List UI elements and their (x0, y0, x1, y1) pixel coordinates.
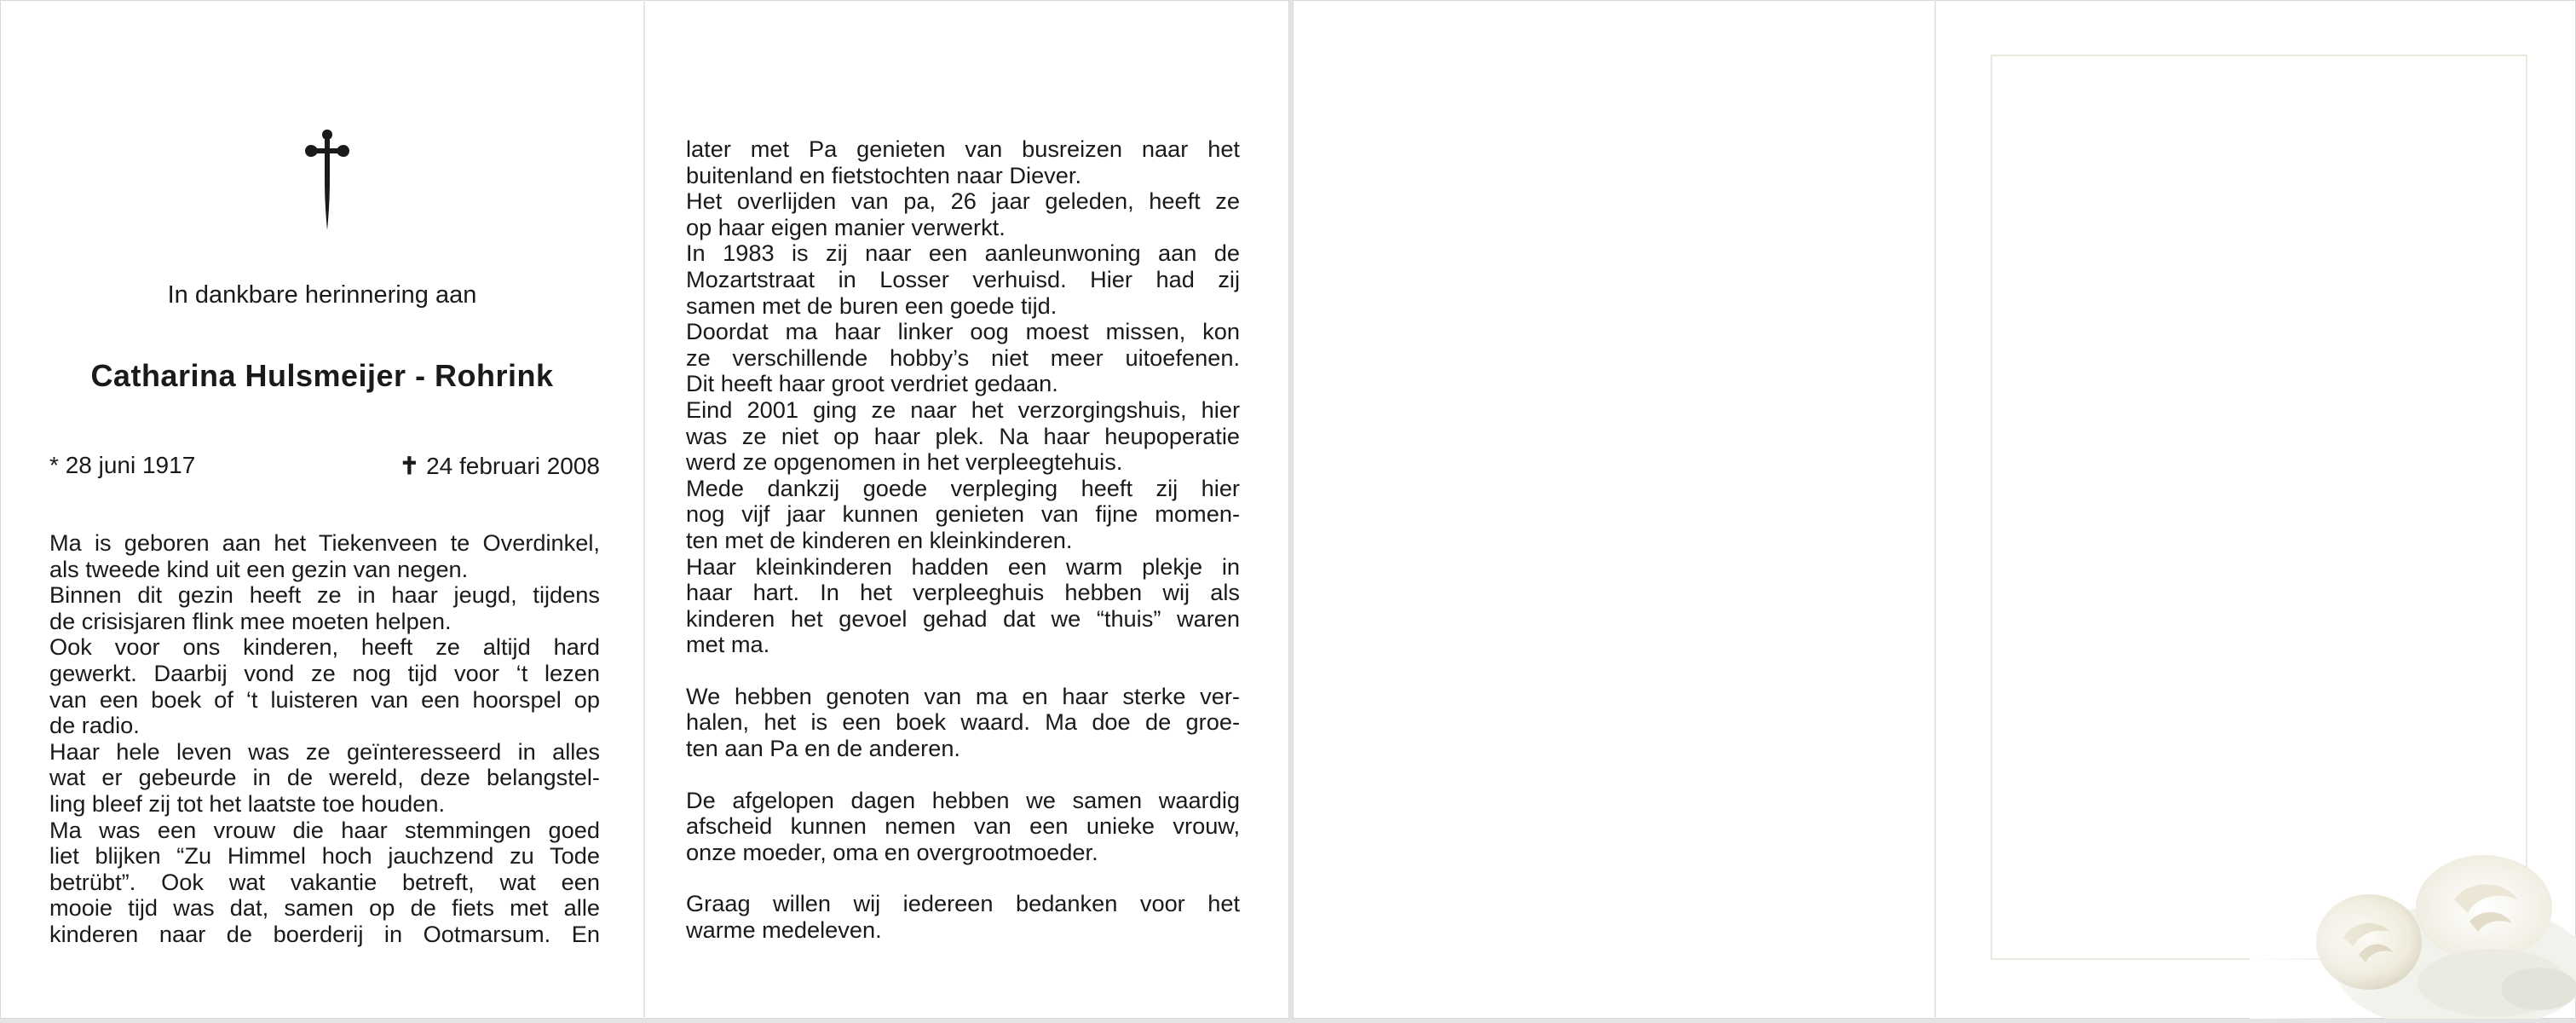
biography-paragraph (686, 788, 1240, 866)
text-line: mooie tijd was dat, samen op de fiets met alle (49, 894, 600, 922)
text-line: nog vijf jaar kunnen genieten van fijne momen- (686, 500, 1240, 528)
text-line: We hebben genoten van ma en haar sterke ver- (686, 682, 1240, 709)
text-line: Haar hele leven was ze geïnteresseerd in alles (49, 737, 600, 765)
text-line: ze verschillende hobby’s niet meer uitoefenen. (686, 344, 1240, 371)
card-page-left (0, 0, 644, 1019)
biography-paragraph (686, 891, 1240, 943)
text-line: samen met de buren een goede tijd. (686, 292, 1057, 319)
death-cross-icon: ✝ (399, 453, 420, 479)
text-line: van een boek of ‘t luisteren van een hoorspel op (49, 685, 600, 713)
text-line: ling bleef zij tot het laatste toe houden. (49, 789, 446, 817)
memorial-heading: In dankbare herinnering aan (167, 281, 477, 309)
text-line: de radio. (49, 712, 140, 739)
text-line: Graag willen wij iedereen bedanken voor het (686, 890, 1240, 917)
death-date (400, 452, 600, 480)
text-line: werd ze opgenomen in het verpleegtehuis. (686, 448, 1123, 476)
text-line: Haar kleinkinderen hadden een warm plekje in (686, 552, 1240, 580)
biography-paragraph (686, 136, 1240, 658)
card-page-right (645, 0, 1289, 1019)
text-line: haar hart. In het verpleeghuis hebben wij als (686, 579, 1240, 606)
text-line: In 1983 is zij naar een aanleunwoning aan de (686, 240, 1240, 267)
text-line: Dit heeft haar groot verdriet gedaan. (686, 370, 1058, 397)
text-line: wat er gebeurde in de wereld, deze belangstel- (49, 764, 600, 791)
text-line: op haar eigen manier verwerkt. (686, 213, 1006, 240)
text-line: met ma. (686, 631, 770, 658)
birth-symbol: * (49, 452, 59, 478)
card-fold-line (1934, 0, 1936, 1019)
text-line: afscheid kunnen nemen van een unieke vrouw, (686, 812, 1240, 840)
biography-paragraph (686, 684, 1240, 762)
text-line: later met Pa genieten van busreizen naar het (686, 136, 1240, 162)
text-line: Doordat ma haar linker oog moest missen, kon (686, 318, 1240, 345)
text-line: Ma is geboren aan het Tiekenveen te Overdinkel, (49, 529, 600, 556)
text-line: ten aan Pa en de anderen. (686, 735, 960, 762)
text-line: Ma was een vrouw die haar stemmingen goed (49, 816, 600, 843)
text-line: warme medeleven. (686, 916, 882, 944)
biography-text-left (49, 530, 600, 948)
text-line: halen, het is een boek waard. Ma doe de groe- (686, 708, 1240, 736)
text-line: Eind 2001 ging ze naar het verzorgingshuis, hier (686, 396, 1240, 423)
text-line: onze moeder, oma en overgrootmoeder. (686, 838, 1098, 865)
white-roses-image (2250, 840, 2576, 1019)
text-line: Ook voor ons kinderen, heeft ze altijd hard (49, 633, 600, 661)
birth-date-text: 28 juni 1917 (65, 452, 196, 478)
text-line: ten met de kinderen en kleinkinderen. (686, 526, 1073, 553)
text-line: De afgelopen dagen hebben we samen waardig (686, 786, 1240, 813)
text-line: de crisisjaren flink mee moeten helpen. (49, 607, 452, 634)
text-line: Mozartstraat in Losser verhuisd. Hier had zij (686, 265, 1240, 292)
biography-paragraph (49, 530, 600, 948)
text-line: kinderen het gevoel gehad dat we “thuis” waren (686, 604, 1240, 632)
death-date-text: 24 februari 2008 (426, 453, 600, 479)
text-line: Binnen dit gezin heeft ze in haar jeugd, tijdens (49, 581, 600, 609)
deceased-name: Catharina Hulsmeijer - Rohrink (90, 358, 554, 393)
text-line: Het overlijden van pa, 26 jaar geleden, heeft ze (686, 188, 1240, 215)
text-line: liet blijken “Zu Himmel hoch jauchzend zu Tode (49, 842, 600, 870)
text-line: buitenland en fietstochten naar Diever. (686, 161, 1082, 188)
birth-date (49, 452, 195, 479)
text-line: gewerkt. Daarbij vond ze nog tijd voor ‘t lezen (49, 659, 600, 686)
cross-icon (301, 130, 354, 230)
text-line: Mede dankzij goede verpleging heeft zij hier (686, 474, 1240, 501)
biography-text-right (686, 136, 1240, 944)
text-line: was ze niet op haar plek. Na haar heupoperatie (686, 422, 1240, 449)
text-line: kinderen naar de boerderij in Ootmarsum. En (49, 920, 600, 947)
photo-frame (1991, 55, 2527, 960)
text-line: betrübt”. Ook wat vakantie betreft, wat een (49, 868, 600, 895)
text-line: als tweede kind uit een gezin van negen. (49, 555, 469, 582)
